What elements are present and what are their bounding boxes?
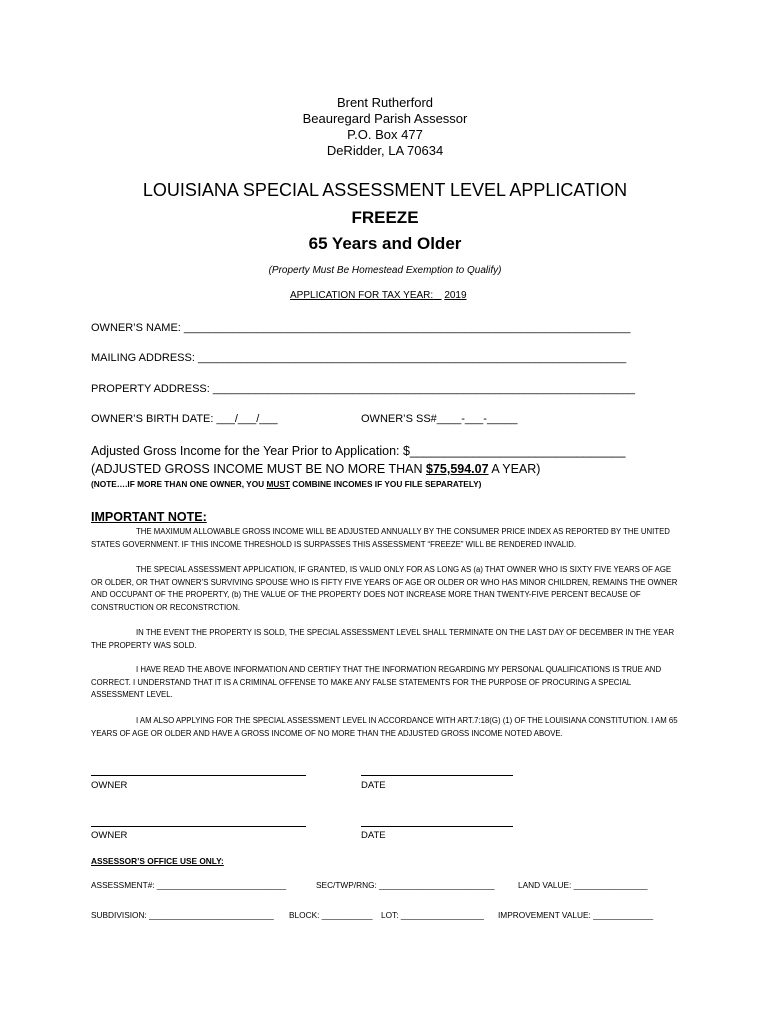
subdivision-field[interactable]: SUBDIVISION: ___________________________ xyxy=(91,910,274,920)
owner-label-2: OWNER xyxy=(91,830,128,841)
tax-year-value: 2019 xyxy=(444,290,467,301)
income-note: (NOTE….IF MORE THAN ONE OWNER, YOU MUST COMBINE INCOMES IF YOU FILE SEPARATELY) xyxy=(91,479,482,489)
income-limit: (ADJUSTED GROSS INCOME MUST BE NO MORE THAN $75,594.07 A YEAR) xyxy=(91,462,541,476)
note-paragraph-2: THE SPECIAL ASSESSMENT APPLICATION, IF GRANTED, IS VALID ONLY FOR AS LONG AS (a) THAT OWNER WHO IS SIXTY FIVE YEARS OF AGE OR OLDER, OR THAT OWNER’S SURVIVING SPOUSE WHO IS FIFTY FIVE YEARS OF AGE OR OLDER OR WHO HAS MINOR CHILDREN, REMAINS THE OWNER AND OCCUPANT OF THE PROPERTY, (b) THE VALUE OF THE PROPERTY DOES NOT INCREASE MORE THAN TWENTY-FIVE PERCENT BECAUSE OF CONSTRUCTION OR RECONSTRCTION. xyxy=(91,565,678,612)
form-title-age: 65 Years and Older xyxy=(308,234,462,253)
assessor-office: Beauregard Parish Assessor xyxy=(302,111,468,126)
form-title-freeze: FREEZE xyxy=(351,208,419,227)
owner-signature-line-2[interactable] xyxy=(91,826,306,827)
lot-field[interactable]: LOT: __________________ xyxy=(381,910,484,920)
office-use-heading: ASSESSOR’S OFFICE USE ONLY: xyxy=(91,856,224,866)
owner-label-1: OWNER xyxy=(91,780,128,791)
sec-twp-rng-field[interactable]: SEC/TWP/RNG: _________________________ xyxy=(316,880,495,890)
improvement-value-field[interactable]: IMPROVEMENT VALUE: _____________ xyxy=(498,910,654,920)
date-label-1: DATE xyxy=(361,780,386,791)
income-limit-value: $75,594.07 xyxy=(426,462,489,476)
important-note-heading: IMPORTANT NOTE: xyxy=(91,510,207,524)
note-paragraph-4: I HAVE READ THE ABOVE INFORMATION AND CERTIFY THAT THE INFORMATION REGARDING MY PERSONAL QUALIFICATIONS IS TRUE AND CORRECT. I UNDERSTAND THAT IT IS A CRIMINAL OFFENSE TO MAKE ANY FALSE STATEMENTS FOR THE PURPOSE OF PROCURING A SPECIAL ASSESSMENT LEVEL. xyxy=(91,665,662,700)
birth-date-field[interactable]: OWNER’S BIRTH DATE: ___/___/___ xyxy=(91,413,278,425)
form-subtitle: (Property Must Be Homestead Exemption to Qualify) xyxy=(268,265,502,276)
note-paragraph-5: I AM ALSO APPLYING FOR THE SPECIAL ASSESSMENT LEVEL IN ACCORDANCE WITH ART.7:18(G) (1) OF THE LOUISIANA CONSTITUTION. I AM 65 YEARS OF AGE OR OLDER AND HAVE A GROSS INCOME OF NO MORE THAN THE ADJUSTED GROSS INCOME NOTED ABOVE. xyxy=(91,716,678,738)
note-paragraph-3: IN THE EVENT THE PROPERTY IS SOLD, THE SPECIAL ASSESSMENT LEVEL SHALL TERMINATE ON THE LAST DAY OF DECEMBER IN THE YEAR THE PROPERTY WAS SOLD. xyxy=(91,628,675,650)
tax-year-label: APPLICATION FOR TAX YEAR: xyxy=(290,290,434,301)
land-value-field[interactable]: LAND VALUE: ________________ xyxy=(518,880,648,890)
block-field[interactable]: BLOCK: ___________ xyxy=(289,910,373,920)
assessor-name: Brent Rutherford xyxy=(336,95,434,110)
date-label-2: DATE xyxy=(361,830,386,841)
income-field[interactable]: Adjusted Gross Income for the Year Prior to Application: $_______________________________ xyxy=(91,444,626,458)
ss-number-field[interactable]: OWNER’S SS#____-___-_____ xyxy=(361,413,518,425)
mailing-address-field[interactable]: MAILING ADDRESS: ______________________________________________________________________ xyxy=(91,352,627,364)
property-address-field[interactable]: PROPERTY ADDRESS: _____________________________________________________________________ xyxy=(91,383,635,395)
date-line-1[interactable] xyxy=(361,775,513,776)
po-box: P.O. Box 477 xyxy=(347,127,423,142)
form-title: LOUISIANA SPECIAL ASSESSMENT LEVEL APPLICATION xyxy=(142,180,628,200)
date-line-2[interactable] xyxy=(361,826,513,827)
owner-name-field[interactable]: OWNER’S NAME: _________________________________________________________________________ xyxy=(91,322,631,334)
note-paragraph-1: THE MAXIMUM ALLOWABLE GROSS INCOME WILL BE ADJUSTED ANNUALLY BY THE CONSUMER PRICE INDEX AS REPORTED BY THE UNITED STATES GOVERNMENT. IF THIS INCOME THRESHOLD IS SURPASSES THIS ASSESSMENT “FREEZE” WILL BE RENDERED INVALID. xyxy=(91,527,670,549)
assessment-number-field[interactable]: ASSESSMENT#: ____________________________ xyxy=(91,880,287,890)
city-state-zip: DeRidder, LA 70634 xyxy=(326,143,444,158)
owner-signature-line-1[interactable] xyxy=(91,775,306,776)
tax-year-row xyxy=(290,290,467,301)
